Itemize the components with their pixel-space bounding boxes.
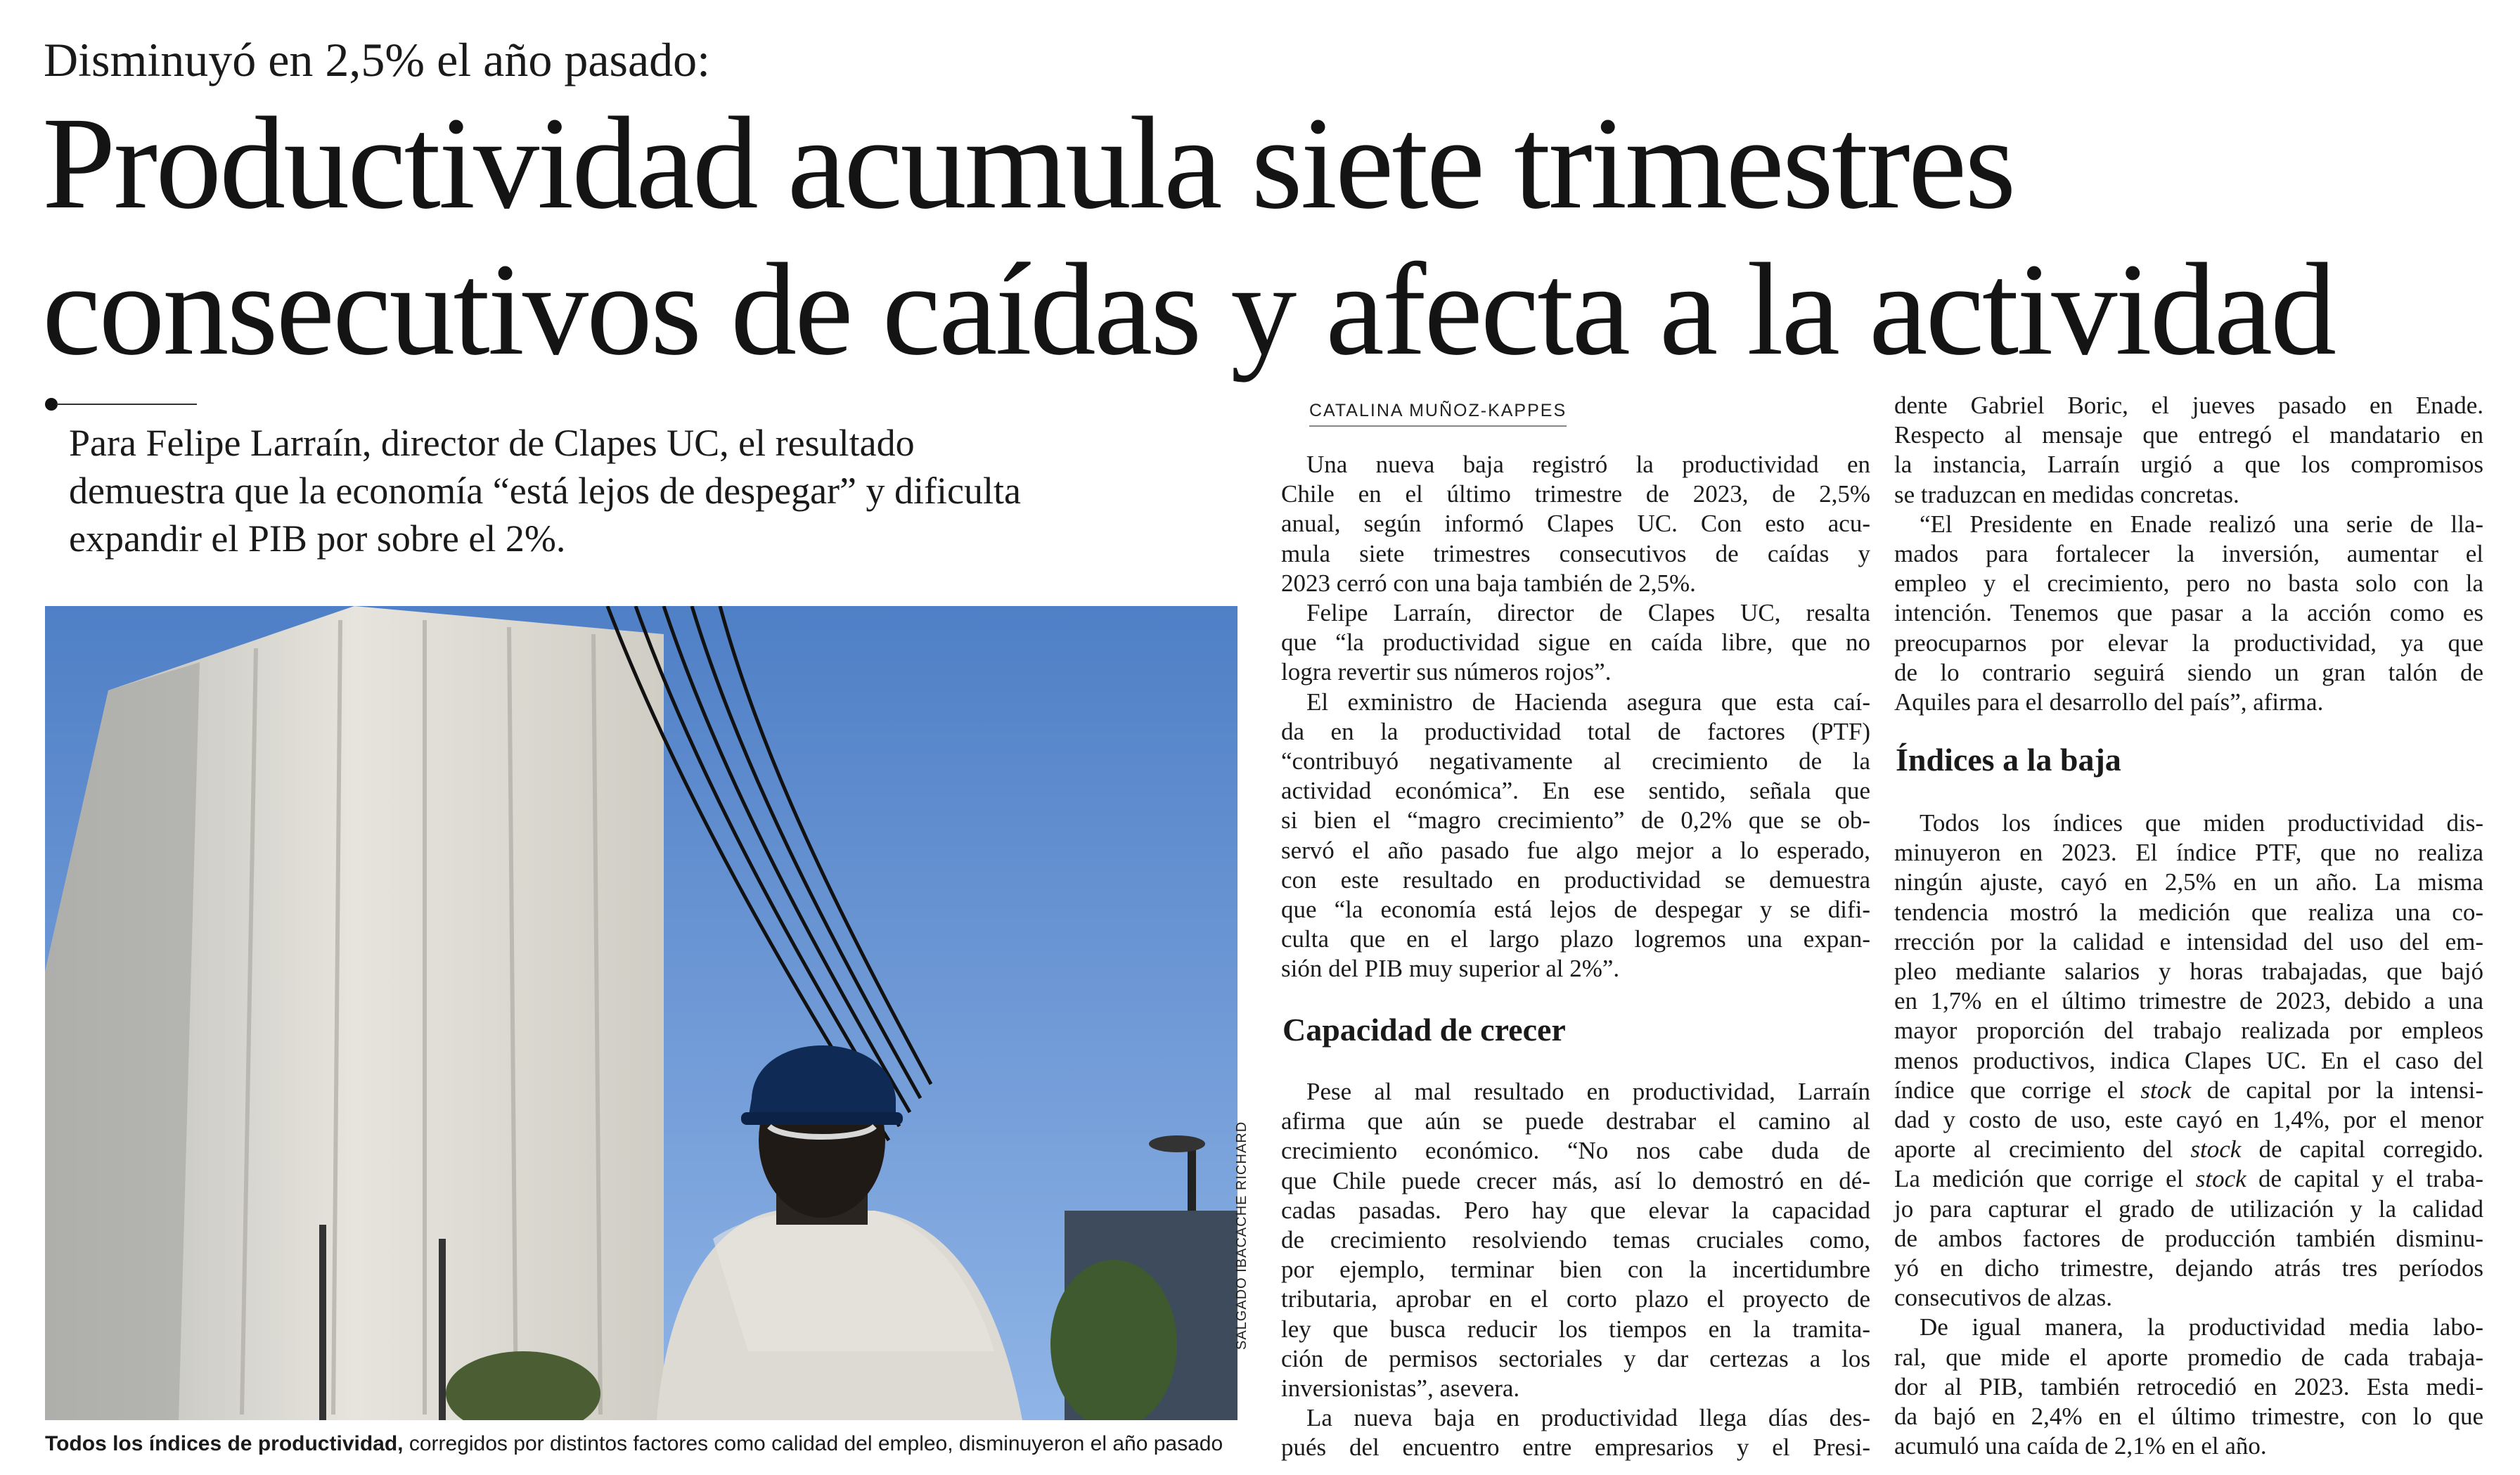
text-line xyxy=(1894,1076,2483,1105)
text-line: empleo y el crecimiento, pero no basta solo con la xyxy=(1894,569,2483,598)
text-line xyxy=(1894,1164,2483,1194)
text-segment: de capital corregido. xyxy=(2241,1135,2483,1164)
text-segment: aporte al crecimiento del xyxy=(1894,1135,2191,1164)
text-line: por ejemplo, terminar bien con la incertidumbre xyxy=(1281,1256,1870,1284)
text-line: actividad económica”. En ese sentido, señala que xyxy=(1281,777,1870,805)
text-line: Todos los índices que miden productividad dis- xyxy=(1920,809,2483,837)
headline-line-1: Productividad acumula siete trimestres xyxy=(42,89,2014,236)
text-line: intención. Tenemos que pasar a la acción como es xyxy=(1894,599,2483,627)
text-line: ningún ajuste, cayó en 2,5% en un año. La misma xyxy=(1894,868,2483,896)
text-line: minuyeron en 2023. El índice PTF, que no realiza xyxy=(1894,839,2483,867)
text-line: “contribuyó negativamente al crecimiento de la xyxy=(1281,747,1870,775)
text-line: cadas pasadas. Pero hay que elevar la capacidad xyxy=(1281,1196,1870,1224)
text-line: preocuparnos por elevar la productividad, ya que xyxy=(1894,629,2483,657)
italic-stock: stock xyxy=(2140,1076,2192,1104)
article-column-1 xyxy=(1281,450,1870,984)
text-line: logra revertir sus números rojos”. xyxy=(1281,658,1612,686)
text-line: La nueva baja en productividad llega días des- xyxy=(1306,1404,1870,1432)
article-column-2 xyxy=(1894,391,2483,717)
text-line: pleo mediante salarios y horas trabajadas, que bajó xyxy=(1894,958,2483,986)
lede-line-1: Para Felipe Larraín, director de Clapes UC, el resultado xyxy=(69,422,915,464)
photo-caption xyxy=(45,1430,1240,1458)
headline xyxy=(42,90,2489,382)
text-line: que “la economía está lejos de despegar y se difi- xyxy=(1281,896,1870,924)
caption-lead: Todos los índices de productividad, xyxy=(45,1432,404,1455)
text-line: ley que busca reducir los tiempos en la tramita- xyxy=(1281,1315,1870,1343)
text-line: Aquiles para el desarrollo del país”, afirma. xyxy=(1894,688,2324,716)
text-line: mula siete trimestres consecutivos de caídas y xyxy=(1281,539,1870,567)
text-line: inversionistas”, asevera. xyxy=(1281,1374,1520,1403)
text-line xyxy=(1894,1135,2483,1164)
text-line: Pese al mal resultado en productividad, Larraín xyxy=(1306,1078,1870,1105)
headline-line-2: consecutivos de caídas y afecta a la actividad xyxy=(42,236,2335,382)
text-line: si bien el “magro crecimiento” de 0,2% que se ob- xyxy=(1281,806,1870,835)
article-column-1-lower xyxy=(1281,1077,1870,1463)
text-line: 2023 cerró con una baja también de 2,5%. xyxy=(1281,569,1696,597)
text-line: de lo contrario seguirá siendo un gran talón de xyxy=(1894,658,2483,686)
text-line: Felipe Larraín, director de Clapes UC, resalta xyxy=(1306,599,1870,627)
text-line: jo para capturar el grado de utilización y la calidad xyxy=(1894,1194,2483,1223)
text-line: en 1,7% en el último trimestre de 2023, debido a una xyxy=(1894,987,2483,1015)
lede-line-2: demuestra que la economía “está lejos de despegar” y dificulta xyxy=(69,470,1021,512)
text-line: Chile en el último trimestre de 2023, de 2,5% xyxy=(1281,480,1870,508)
text-line: culta que en el largo plazo logremos una expan- xyxy=(1281,925,1870,953)
italic-stock: stock xyxy=(2195,1165,2246,1193)
subhead-capacidad: Capacidad de crecer xyxy=(1282,1012,1566,1048)
text-line: tributaria, aprobar en el corto plazo el proyecto de xyxy=(1281,1285,1870,1313)
text-line: da bajó en 2,4% en el último trimestre, con lo que xyxy=(1894,1403,2483,1431)
text-line: la instancia, Larraín urgió a que los compromisos xyxy=(1894,451,2483,479)
text-line: dor al PIB, también retrocedió en 2023. Esta medi- xyxy=(1894,1372,2483,1400)
text-line: de crecimiento resolviendo temas cruciales como, xyxy=(1281,1226,1870,1254)
lede-line-3: expandir el PIB por sobre el 2%. xyxy=(69,517,566,560)
text-line: con este resultado en productividad se demuestra xyxy=(1281,865,1870,894)
text-line: El exministro de Hacienda asegura que esta caí- xyxy=(1306,688,1870,716)
text-line: crecimiento económico. “No nos cabe duda de xyxy=(1281,1137,1870,1165)
text-line: da en la productividad total de factores (PTF) xyxy=(1281,717,1870,745)
text-segment: índice que corrige el xyxy=(1894,1076,2141,1104)
text-line: De igual manera, la productividad media labo- xyxy=(1920,1313,2483,1341)
text-line: que Chile puede crecer más, así lo demostró en dé- xyxy=(1281,1166,1870,1194)
text-line: sión del PIB muy superior al 2%”. xyxy=(1281,955,1620,983)
caption-text: corregidos por distintos factores como calidad del empleo, disminuyeron el año pasado xyxy=(403,1432,1223,1455)
text-segment: de capital y el traba- xyxy=(2246,1165,2483,1193)
byline: CATALINA MUÑOZ-KAPPES xyxy=(1309,401,1567,427)
kicker: Disminuyó en 2,5% el año pasado: xyxy=(44,33,711,86)
text-line: yó en dicho trimestre, dejando atrás tres períodos xyxy=(1894,1254,2483,1282)
text-segment: La medición que corrige el xyxy=(1894,1165,2196,1193)
text-segment: de capital por la intensi- xyxy=(2191,1076,2483,1104)
text-line: de ambos factores de producción también disminu- xyxy=(1894,1224,2483,1252)
text-line: menos productivos, indica Clapes UC. En el caso del xyxy=(1894,1046,2483,1074)
text-line: se traduzcan en medidas concretas. xyxy=(1894,480,2239,508)
text-line: “El Presidente en Enade realizó una serie de lla- xyxy=(1920,510,2483,538)
lede xyxy=(69,419,1236,562)
text-line: mados para fortalecer la inversión, aumentar el xyxy=(1894,540,2483,568)
text-line: mayor proporción del trabajo realizada por empleos xyxy=(1894,1017,2483,1045)
italic-stock: stock xyxy=(2190,1135,2242,1164)
lede-rule-line xyxy=(56,404,197,405)
text-line: afirma que aún se puede destrabar el camino al xyxy=(1281,1107,1870,1135)
text-line: servó el año pasado fue algo mejor a lo esperado, xyxy=(1281,836,1870,864)
text-line: dad y costo de uso, este cayó en 1,4%, por el menor xyxy=(1894,1106,2483,1134)
text-line: rrección por la calidad e intensidad del uso del em- xyxy=(1894,927,2483,955)
text-line: ción de permisos sectoriales y dar certezas a los xyxy=(1281,1344,1870,1372)
text-line: dente Gabriel Boric, el jueves pasado en Enade. xyxy=(1894,392,2483,419)
article-photo xyxy=(45,606,1238,1420)
text-line: consecutivos de alzas. xyxy=(1894,1284,2113,1312)
photo-credit: SALGADO IBACACHE RICHARD xyxy=(1234,1121,1249,1350)
text-line: anual, según informó Clapes UC. Con esto acu- xyxy=(1281,510,1870,538)
text-line: tendencia mostró la medición que realiza una co- xyxy=(1894,898,2483,926)
text-line: Una nueva baja registró la productividad en xyxy=(1306,451,1870,478)
text-line: Respecto al mensaje que entregó el mandatario en xyxy=(1894,421,2483,449)
text-line: que “la productividad sigue en caída libre, que no xyxy=(1281,629,1870,657)
subhead-indices: Índices a la baja xyxy=(1896,742,2121,778)
text-line: pués del encuentro entre empresarios y el Presi- xyxy=(1281,1434,1870,1462)
text-line: acumuló una caída de 2,1% en el año. xyxy=(1894,1432,2267,1460)
text-line: ral, que mide el aporte promedio de cada trabaja- xyxy=(1894,1343,2483,1371)
article-column-2-lower xyxy=(1894,809,2483,1461)
